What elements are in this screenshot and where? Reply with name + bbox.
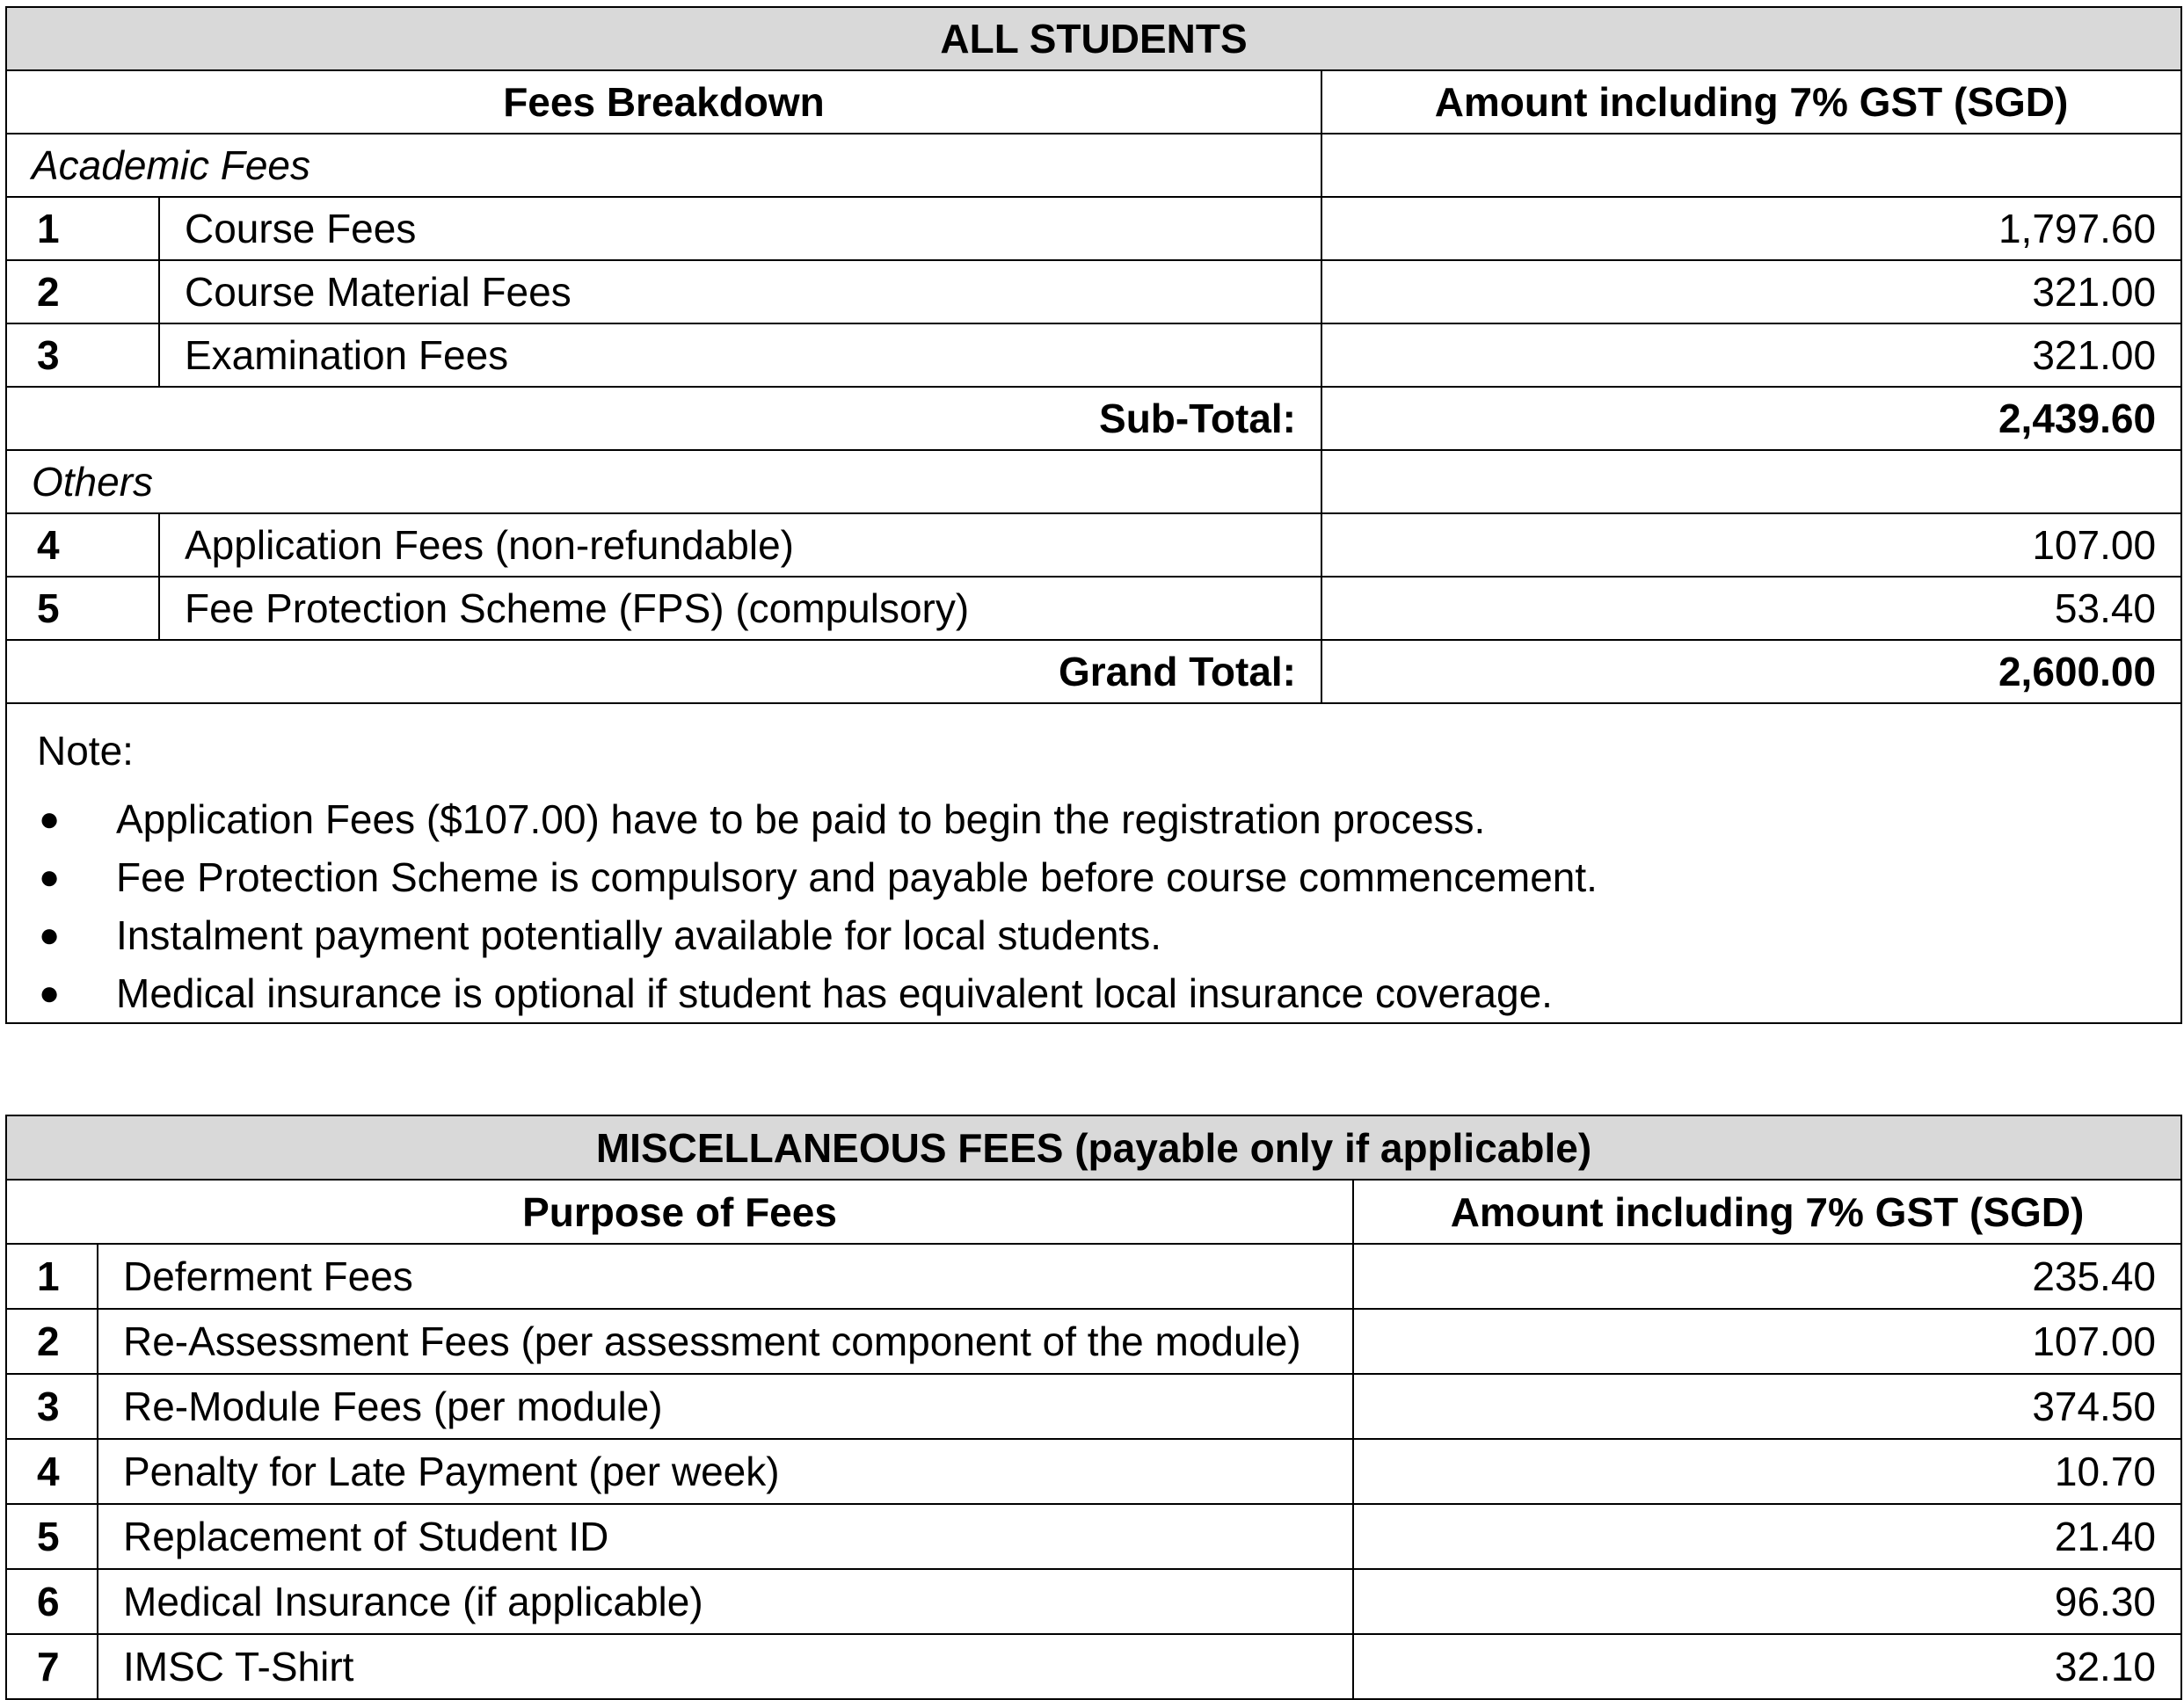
grand-total-label: Grand Total: (6, 640, 1321, 703)
row-number: 1 (6, 1244, 98, 1309)
notes-section (6, 703, 2181, 1023)
column-header-purpose: Purpose of Fees (6, 1180, 1353, 1244)
fee-amount: 1,797.60 (1321, 197, 2181, 260)
fee-item: Medical Insurance (if applicable) (98, 1569, 1353, 1634)
fee-item: Deferment Fees (98, 1244, 1353, 1309)
row-number: 3 (6, 323, 159, 387)
fee-amount: 321.00 (1321, 260, 2181, 323)
fee-item: Re-Module Fees (per module) (98, 1374, 1353, 1439)
table-row (6, 577, 2181, 640)
fee-item: IMSC T-Shirt (98, 1634, 1353, 1699)
note-text: Medical insurance is optional if student has equivalent local insurance coverage. (116, 970, 1553, 1016)
table-row (6, 1374, 2181, 1439)
fee-item: Fee Protection Scheme (FPS) (compulsory) (159, 577, 1321, 640)
misc-fees-title: MISCELLANEOUS FEES (payable only if applicable) (6, 1115, 2181, 1180)
table-row (6, 1634, 2181, 1699)
fee-item: Replacement of Student ID (98, 1504, 1353, 1569)
section-label-others: Others (6, 450, 1321, 513)
fee-amount: 107.00 (1353, 1309, 2181, 1374)
bullet-icon: ● (39, 916, 61, 955)
fee-item: Course Material Fees (159, 260, 1321, 323)
row-number: 2 (6, 1309, 98, 1374)
row-number: 7 (6, 1634, 98, 1699)
fee-amount: 10.70 (1353, 1439, 2181, 1504)
note-item (37, 906, 2180, 964)
fee-item: Course Fees (159, 197, 1321, 260)
row-number: 4 (6, 1439, 98, 1504)
fee-item: Application Fees (non-refundable) (159, 513, 1321, 577)
row-number: 5 (6, 1504, 98, 1569)
empty-amount-cell (1321, 134, 2181, 197)
note-item (37, 964, 2180, 1022)
table-row (6, 260, 2181, 323)
fee-amount: 53.40 (1321, 577, 2181, 640)
fee-amount: 374.50 (1353, 1374, 2181, 1439)
table-row (6, 1569, 2181, 1634)
fee-amount: 235.40 (1353, 1244, 2181, 1309)
empty-amount-cell (1321, 450, 2181, 513)
note-text: Fee Protection Scheme is compulsory and payable before course commencement. (116, 854, 1598, 900)
note-item (37, 848, 2180, 906)
column-header-amount: Amount including 7% GST (SGD) (1353, 1180, 2181, 1244)
fee-item: Penalty for Late Payment (per week) (98, 1439, 1353, 1504)
fee-amount: 107.00 (1321, 513, 2181, 577)
table-row (6, 513, 2181, 577)
row-number: 5 (6, 577, 159, 640)
table-row (6, 1309, 2181, 1374)
note-list (37, 790, 2180, 1022)
fee-amount: 21.40 (1353, 1504, 2181, 1569)
row-number: 1 (6, 197, 159, 260)
fee-item: Re-Assessment Fees (per assessment component of the module) (98, 1309, 1353, 1374)
miscellaneous-fees-table (5, 1115, 2182, 1700)
all-students-fees-table (5, 6, 2182, 1024)
note-text: Instalment payment potentially available for local students. (116, 912, 1161, 958)
fee-amount: 321.00 (1321, 323, 2181, 387)
table-row (6, 1439, 2181, 1504)
table-row (6, 1244, 2181, 1309)
table-row (6, 323, 2181, 387)
row-number: 3 (6, 1374, 98, 1439)
fee-amount: 96.30 (1353, 1569, 2181, 1634)
bullet-icon: ● (39, 974, 61, 1013)
note-title: Note: (37, 728, 134, 774)
bullet-icon: ● (39, 800, 61, 839)
subtotal-label: Sub-Total: (6, 387, 1321, 450)
column-header-fees-breakdown: Fees Breakdown (6, 70, 1321, 134)
table-row (6, 197, 2181, 260)
bullet-icon: ● (39, 858, 61, 897)
row-number: 2 (6, 260, 159, 323)
subtotal-amount: 2,439.60 (1321, 387, 2181, 450)
section-label-academic-fees: Academic Fees (6, 134, 1321, 197)
fee-amount: 32.10 (1353, 1634, 2181, 1699)
table-row (6, 1504, 2181, 1569)
column-header-amount: Amount including 7% GST (SGD) (1321, 70, 2181, 134)
fee-item: Examination Fees (159, 323, 1321, 387)
all-students-title: ALL STUDENTS (6, 7, 2181, 70)
row-number: 6 (6, 1569, 98, 1634)
row-number: 4 (6, 513, 159, 577)
note-text: Application Fees ($107.00) have to be paid to begin the registration process. (116, 796, 1486, 842)
grand-total-amount: 2,600.00 (1321, 640, 2181, 703)
note-item (37, 790, 2180, 848)
